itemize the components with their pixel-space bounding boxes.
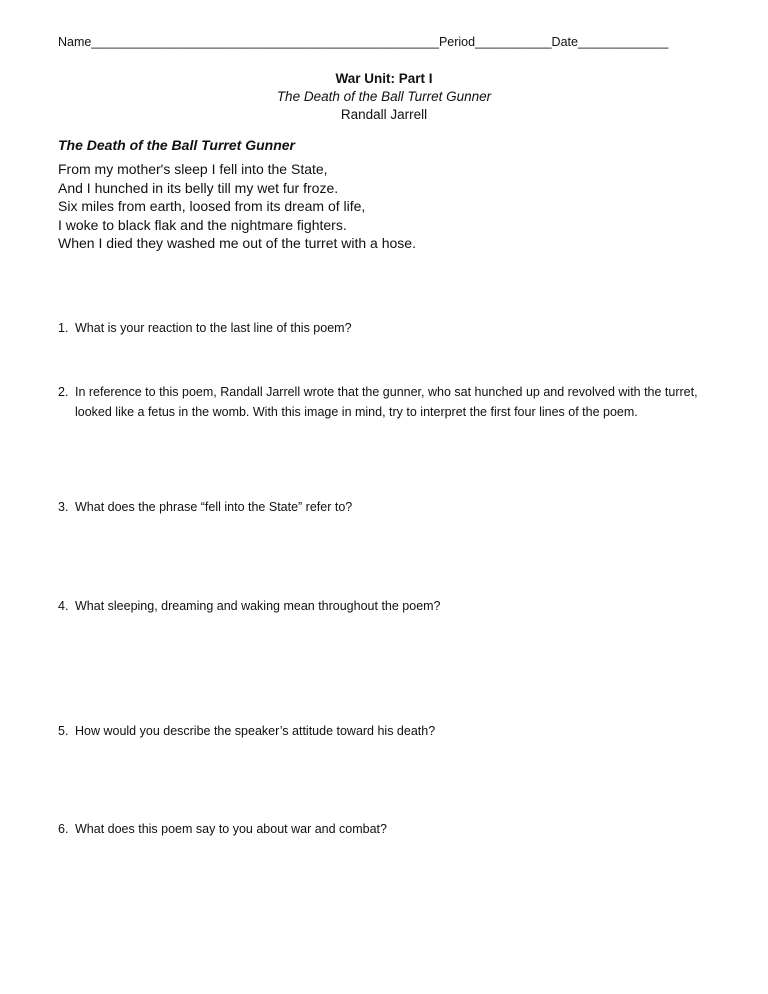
question-number: 5. xyxy=(58,724,69,738)
question-number: 3. xyxy=(58,500,69,514)
name-period-date-line: Name__________________________________________________Period___________Date_____________ xyxy=(58,35,669,49)
question-3 xyxy=(58,497,718,517)
poem-text xyxy=(58,160,416,253)
question-text: What does the phrase “fell into the State” refer to? xyxy=(75,500,353,514)
poem-line: From my mother's sleep I fell into the State, xyxy=(58,161,328,177)
poem-line: Six miles from earth, loosed from its dream of life, xyxy=(58,198,366,214)
question-4 xyxy=(58,596,718,616)
question-number: 4. xyxy=(58,599,69,613)
question-text: In reference to this poem, Randall Jarrell wrote that the gunner, who sat hunched up and revolved with the turret, looked like a fetus in the womb. With this image in mind, try to interpret the first four lines of the poem. xyxy=(75,385,698,419)
question-1 xyxy=(58,318,718,338)
question-6 xyxy=(58,819,718,839)
title-block xyxy=(0,70,768,124)
poem-title: The Death of the Ball Turret Gunner xyxy=(276,89,492,104)
question-5 xyxy=(58,721,718,741)
question-2 xyxy=(58,382,718,422)
poem-heading: The Death of the Ball Turret Gunner xyxy=(58,137,295,153)
poem-line: I woke to black flak and the nightmare fighters. xyxy=(58,216,347,233)
question-text: What does this poem say to you about war and combat? xyxy=(75,822,387,836)
author-name: Randall Jarrell xyxy=(340,107,428,122)
poem-line: When I died they washed me out of the turret with a hose. xyxy=(58,235,416,251)
question-text: What sleeping, dreaming and waking mean throughout the poem? xyxy=(75,599,441,613)
question-number: 2. xyxy=(58,385,69,399)
question-text: How would you describe the speaker’s attitude toward his death? xyxy=(75,724,436,738)
unit-title: War Unit: Part I xyxy=(335,71,433,86)
question-number: 6. xyxy=(58,822,69,836)
question-number: 1. xyxy=(58,321,69,335)
poem-line: And I hunched in its belly till my wet fur froze. xyxy=(58,179,339,196)
question-text: What is your reaction to the last line of this poem? xyxy=(75,321,352,335)
